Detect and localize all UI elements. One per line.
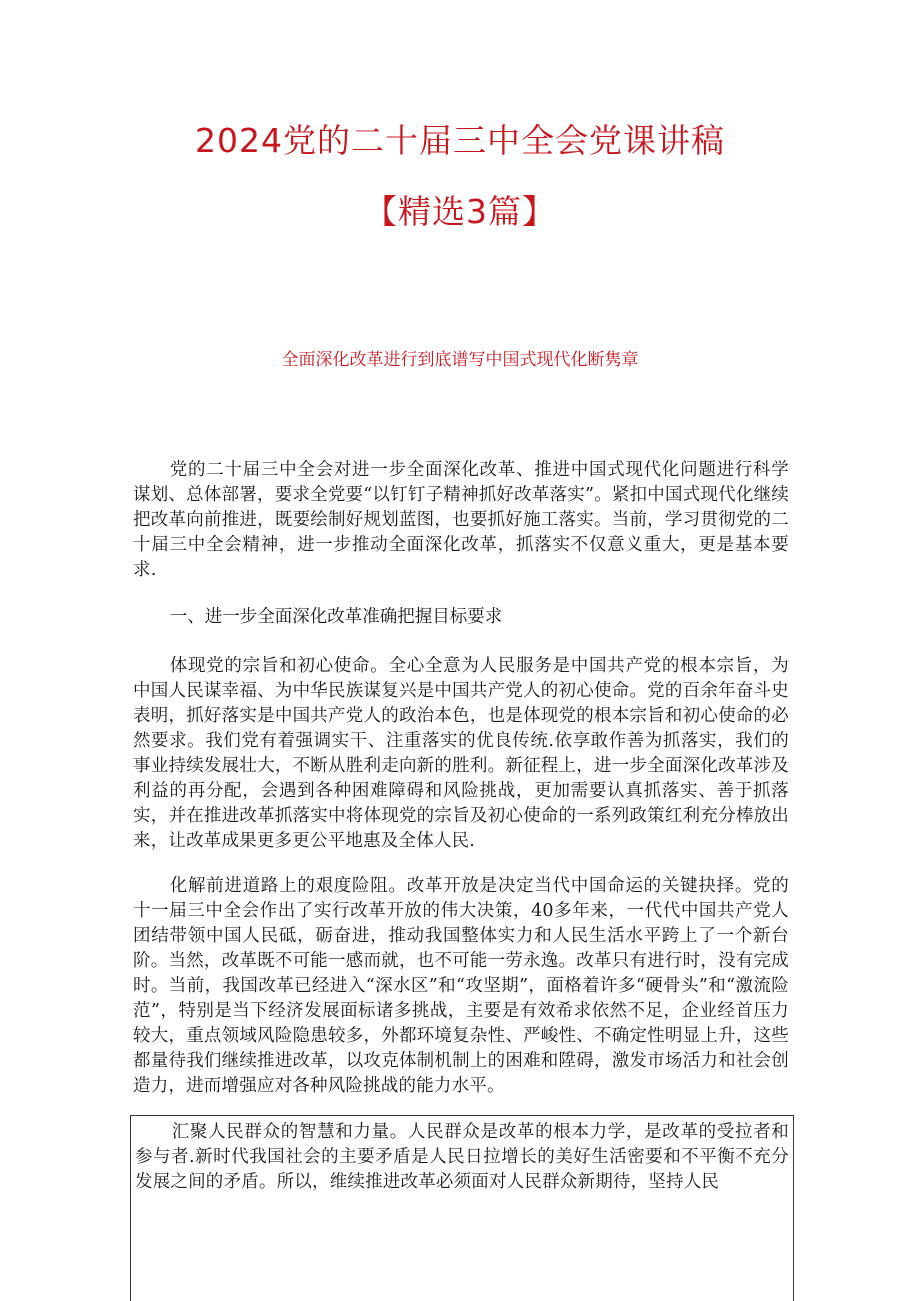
paragraph-mission: 体现党的宗旨和初心使命。全心全意为人民服务是中国共产党的根本宗旨，为中国人民谋幸福、为中华民族谋复兴是中国共产党人的初心使命。党的百余年奋斗史表明，抓好落实是中国共产党人的政治本色，也是体现党的根本宗旨和初心使命的必然要求。我们党有着强调实干、注重落实的优良传统.依享敢作善为抓落实，我们的事业持续发展壮大，不断从胜利走向新的胜利。新征程上，进一步全面深化改革涉及利益的再分配，会遇到各种困难障碍和风险挑战，更加需要认真抓落实、善于抓落实，并在推进改革抓落实中将体现党的宗旨及初心使命的一系列政策红利充分棒放出来，让改革成果更多更公平地惠及全体人民. [133, 656, 789, 851]
paragraph-obstacles: 化解前进道路上的艰度险阻。改革开放是决定当代中国命运的关键抉择。党的十一届三中全会作出了实行改革开放的伟大决策，40多年来，一代代中国共产党人团结带领中国人民砥，砺奋进，推动我国整体实力和人民生活水平跨上了一个新台阶。当然，改革既不可能一感而就，也不可能一劳永逸。改革只有进行时，没有完成时。当前，我国改革已经进入“深水区”和“攻坚期”，面格着许多“硬骨头”和“激流险范”，特别是当下经济发展面标诸多挑战，主要是有效希求依然不足，企业经首压力较大，重点领域风险隐患较多，外都环境复杂性、严峻性、不确定性明显上升，这些都量待我们继续推进改革，以攻克体制机制上的困难和陞碍，激发市场活力和社会创造力，进而增强应对各种风险挑战的能力水平。 [133, 876, 789, 1096]
boxed-paragraph-frame [130, 1115, 794, 1301]
paragraph-intro: 党的二十届三中全会对进一步全面深化改革、推进中国式现代化问题进行科学谋划、总体部署，要求全党要“以钉钉子精神抓好改革落实”。紧扣中国式现代化继续把改革向前推进，既要绘制好规划蓝图，也要抓好施工落实。当前，学习贯彻党的二十届三中全会精神，进一步推动全面深化改革，抓落实不仅意义重大，更是基本要求. [133, 460, 789, 580]
paragraph-people: 汇聚人民群众的智慧和力量。人民群众是改革的根本力学，是改革的受拉者和参与者.新时代我国社会的主要矛盾是人民日拉增长的美好生活密要和不平衡不充分发展之间的矛盾。所以，维续推进改革必须面对人民群众新期待，坚持人民 [135, 1122, 789, 1192]
document-subtitle: 全面深化改革进行到底谱写中国式现代化断隽章 [281, 350, 639, 370]
document-title-line2: 【精选3篇】 [364, 192, 556, 231]
document-title-line1: 2024党的二十届三中全会党课讲稿 [195, 121, 725, 160]
section-heading-1: 一、进一步全面深化改革准确把握目标要求 [169, 607, 503, 627]
